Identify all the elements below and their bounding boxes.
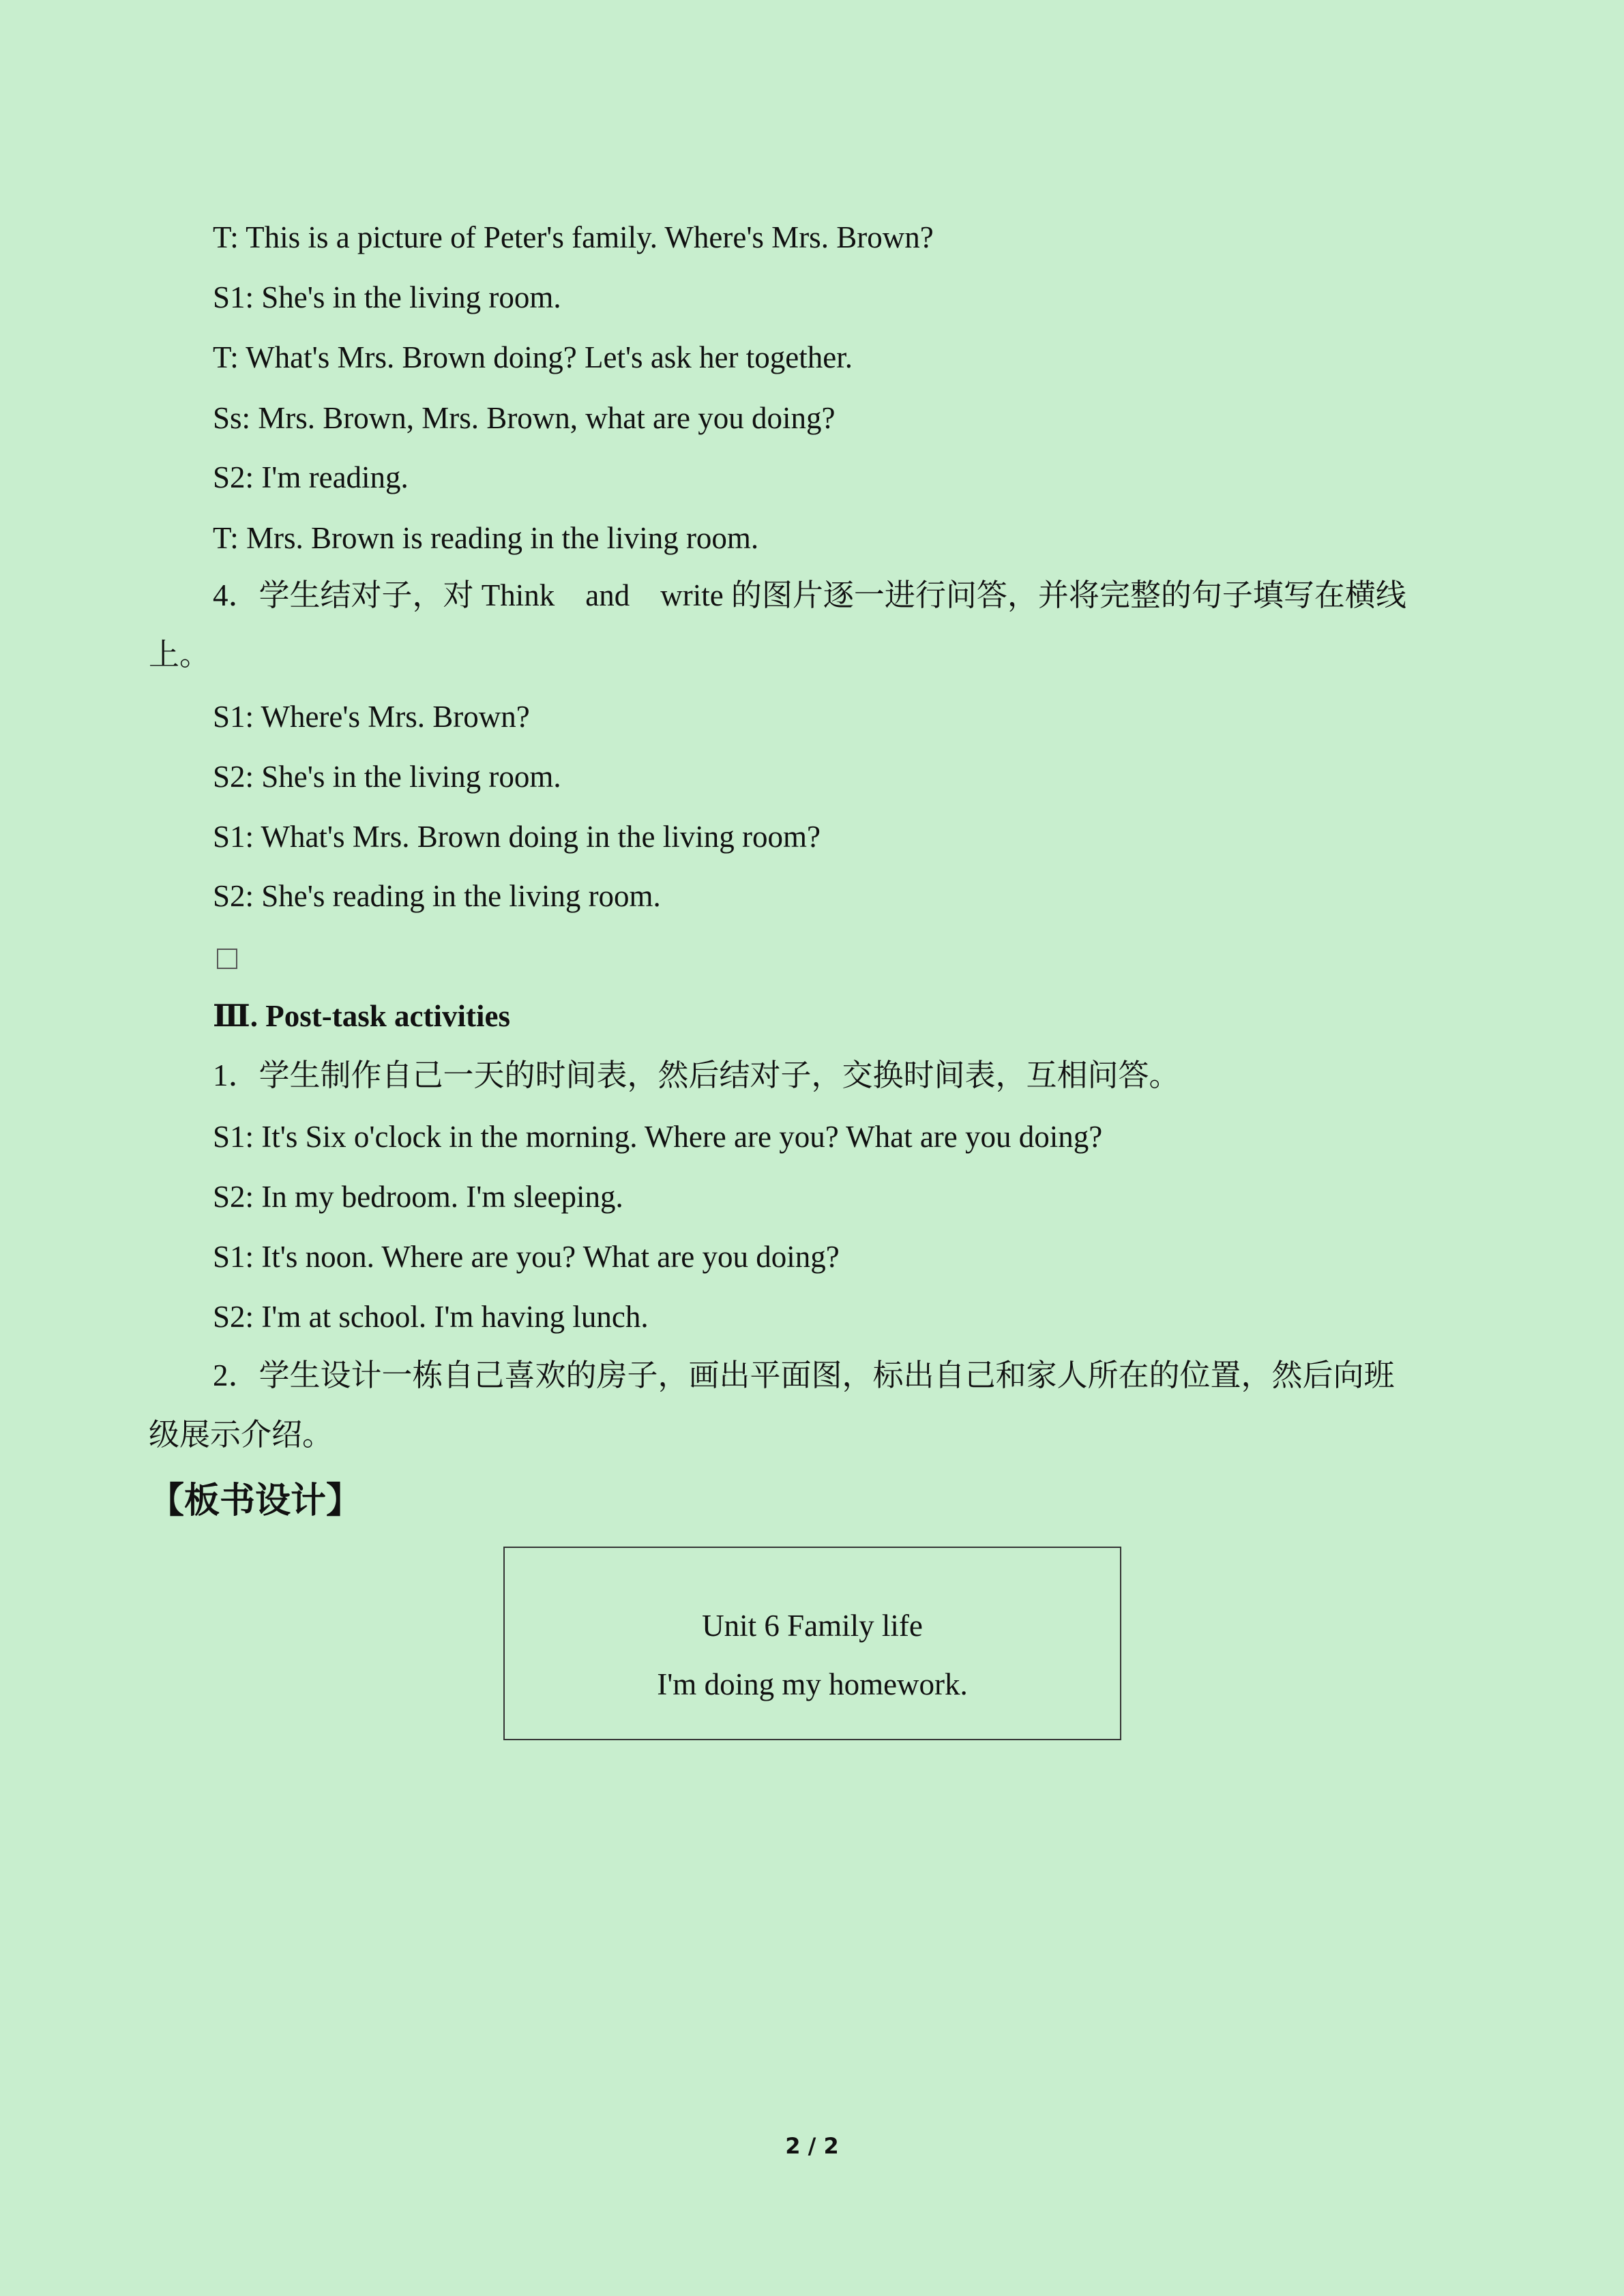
instruction-step-4: 4．学生结对子，对 Think and write 的图片逐一进行问答，并将完整的句子填写在横线	[213, 578, 1406, 612]
board-design-box	[503, 1547, 1121, 1740]
dialogue-line: S2: She's reading in the living room.	[213, 879, 661, 913]
instruction-step-2-continued: 级展示介绍。	[149, 1418, 334, 1452]
dialogue-line: S1: Where's Mrs. Brown?	[213, 700, 530, 734]
dialogue-line: S1: It's Six o'clock in the morning. Where are you? What are you doing?	[213, 1120, 1103, 1154]
dialogue-line: T: This is a picture of Peter's family. Where's Mrs. Brown?	[213, 220, 934, 254]
instruction-step-1: 1．学生制作自己一天的时间表，然后结对子，交换时间表，互相问答。	[213, 1058, 1180, 1092]
dialogue-line: S1: It's noon. Where are you? What are you doing?	[213, 1240, 840, 1274]
instruction-step-4-continued: 上。	[149, 638, 211, 672]
dialogue-line: S1: She's in the living room.	[213, 280, 561, 314]
dialogue-line: S2: I'm at school. I'm having lunch.	[213, 1300, 649, 1334]
dialogue-line: T: Mrs. Brown is reading in the living room.	[213, 521, 759, 555]
dialogue-line: S2: She's in the living room.	[213, 760, 561, 794]
dialogue-line: S2: I'm reading.	[213, 460, 409, 494]
dialogue-line: T: What's Mrs. Brown doing? Let's ask her together.	[213, 340, 853, 374]
board-sentence: I'm doing my homework.	[657, 1667, 968, 1701]
dialogue-line: S2: In my bedroom. I'm sleeping.	[213, 1180, 623, 1214]
board-unit-title: Unit 6 Family life	[702, 1609, 923, 1643]
section-title-post-task: Ⅲ. Post-task activities	[213, 999, 510, 1033]
instruction-step-2: 2．学生设计一栋自己喜欢的房子，画出平面图，标出自己和家人所在的位置，然后向班	[213, 1358, 1395, 1392]
checkbox-icon	[217, 949, 237, 969]
dialogue-line: Ss: Mrs. Brown, Mrs. Brown, what are you doing?	[213, 401, 836, 435]
dialogue-line: S1: What's Mrs. Brown doing in the living room?	[213, 820, 821, 854]
board-design-heading: 【板书设计】	[149, 1480, 362, 1521]
page-number: 2 / 2	[785, 2133, 839, 2159]
